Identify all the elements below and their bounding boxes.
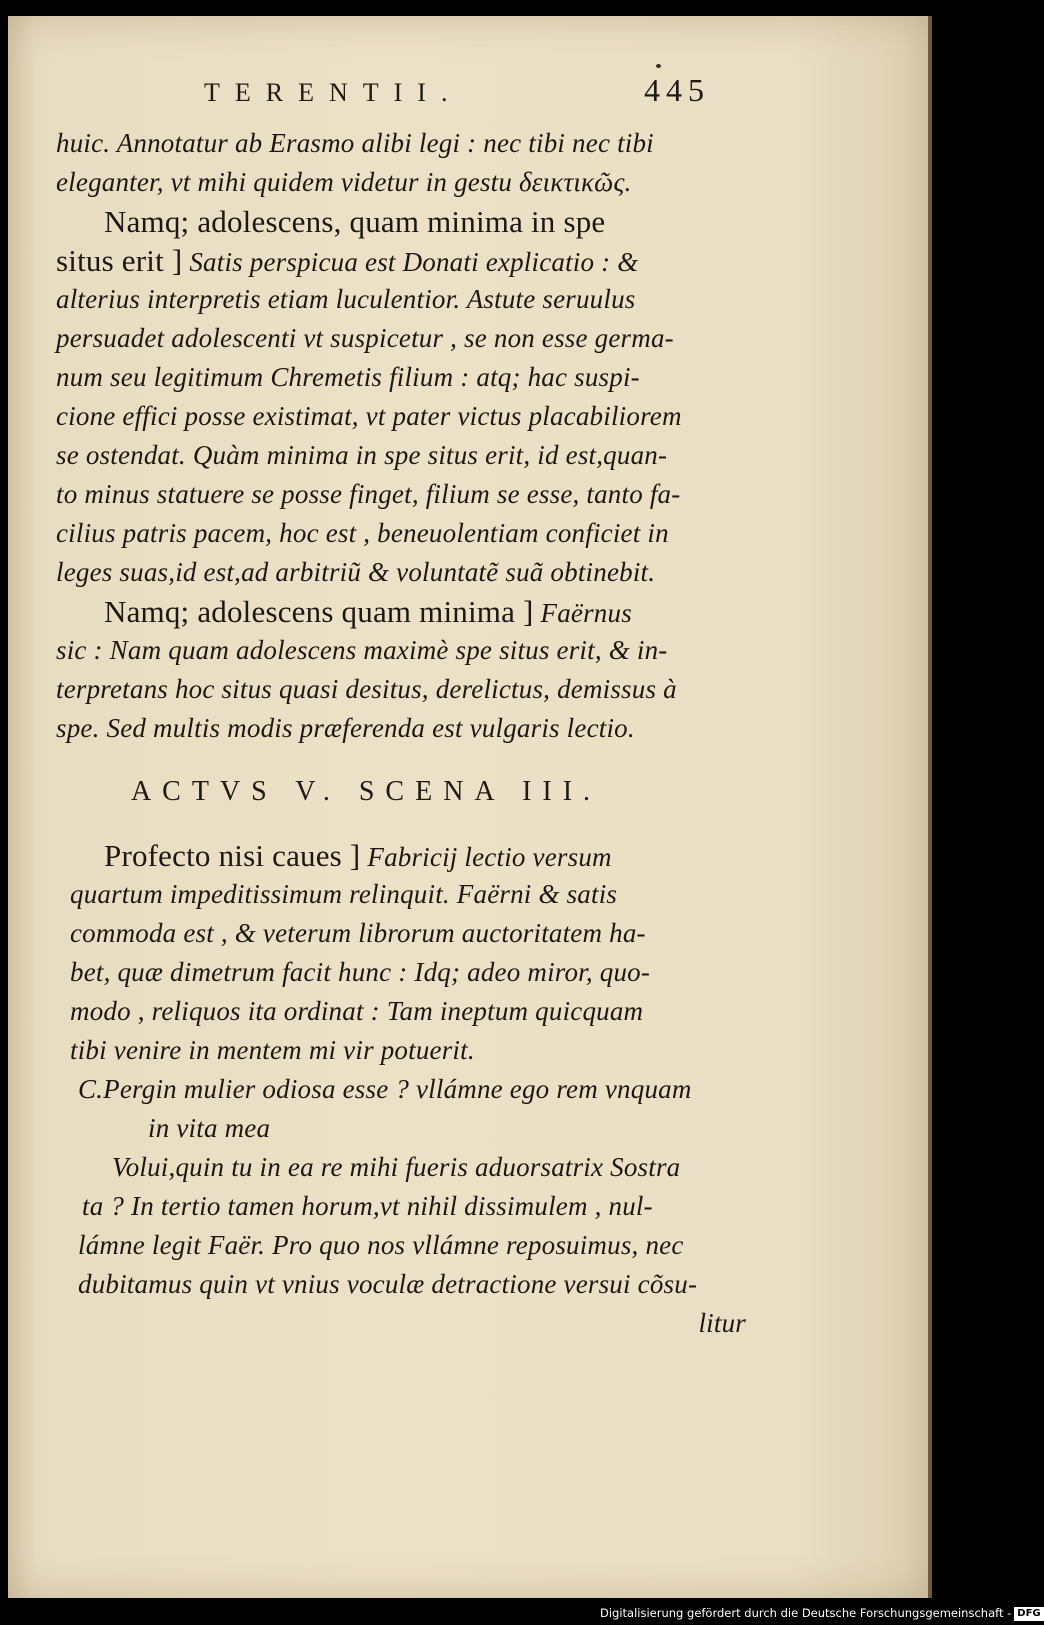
catchword: litur (698, 1308, 746, 1338)
main-text (56, 124, 746, 1343)
lemma-line (56, 592, 746, 631)
running-title: TERENTII. (204, 78, 463, 107)
text-line: persuadet adolescenti vt suspicetur , se non esse germa- (56, 323, 674, 353)
book-page (8, 16, 928, 1598)
text-line: huic. Annotatur ab Erasmo alibi legi : nec tibi nec tibi (56, 128, 654, 158)
text-line: ta ? In tertio tamen horum,vt nihil dissimulem , nul- (82, 1191, 653, 1221)
lemma-line (56, 241, 746, 280)
text-line: lámne legit Faër. Pro quo nos vllámne reposuimus, nec (78, 1230, 684, 1260)
commentary-text: Satis perspicua est Donati explicatio : & (182, 247, 639, 277)
text-line: dubitamus quin vt vnius voculæ detractione versui cõsu- (78, 1269, 698, 1299)
spacer (56, 814, 746, 836)
text-line: leges suas,id est,ad arbitriũ & voluntatẽ suã obtinebit. (56, 557, 656, 587)
verse-line: in vita mea (148, 1113, 271, 1143)
text-line: modo , reliquos ita ordinat : Tam ineptum quicquam (70, 996, 644, 1026)
text-line: bet, quæ dimetrum facit hunc : Idq; adeo miror, quo- (70, 957, 651, 987)
credit-text: Digitalisierung gefördert durch die Deutsche Forschungsgemeinschaft - (600, 1606, 1012, 1620)
text-line: se ostendat. Quàm minima in spe situs erit, id est,quan- (56, 440, 668, 470)
text-line: quartum impeditissimum relinquit. Faërni & satis (70, 879, 618, 909)
verse-line: Volui,quin tu in ea re mihi fueris aduorsatrix Sostra (112, 1152, 681, 1182)
text-line: alterius interpretis etiam luculentior. Astute seruulus (56, 284, 636, 314)
text-line: cilius patris pacem, hoc est , beneuolentiam conficiet in (56, 518, 669, 548)
text-line: terpretans hoc situs quasi desitus, derelictus, demissus à (56, 674, 677, 704)
lemma-roman: situs erit ] (56, 243, 183, 278)
text-line: to minus statuere se posse finget, filium se esse, tanto fa- (56, 479, 681, 509)
section-heading: ACTVS V. SCENA III. (130, 776, 602, 807)
commentary-text: Fabricij lectio versum (360, 842, 612, 872)
verse-line: C.Pergin mulier odiosa esse ? vllámne ego rem vnquam (78, 1074, 692, 1104)
text-line: num seu legitimum Chremetis filium : atq; hac suspi- (56, 362, 640, 392)
digitization-credit (600, 1603, 1044, 1623)
lemma-line (56, 836, 746, 875)
lemma-roman: Namq; adolescens quam minima ] (104, 594, 534, 629)
text-line: sic : Nam quam adolescens maximè spe situs erit, & in- (56, 635, 668, 665)
page-number: 445 (644, 72, 710, 108)
lemma-roman: Profecto nisi caues ] (104, 838, 361, 873)
page-header (8, 72, 928, 122)
commentary-text: Faërnus (533, 598, 632, 628)
text-line: tibi venire in mentem mi vir potuerit. (70, 1035, 475, 1065)
text-line: cione effici posse existimat, vt pater victus placabiliorem (56, 401, 682, 431)
lemma-roman: Namq; adolescens, quam minima in spe (104, 204, 606, 239)
text-line: eleganter, vt mihi quidem videtur in gestu δεικτικῶς. (56, 167, 632, 197)
lemma-line (56, 202, 746, 241)
ink-speck (656, 64, 661, 68)
dfg-logo: DFG (1014, 1607, 1043, 1621)
spacer (56, 748, 746, 770)
text-line: commoda est , & veterum librorum auctoritatem ha- (70, 918, 646, 948)
page-edge (928, 16, 932, 1598)
text-line: spe. Sed multis modis præferenda est vulgaris lectio. (56, 713, 635, 743)
